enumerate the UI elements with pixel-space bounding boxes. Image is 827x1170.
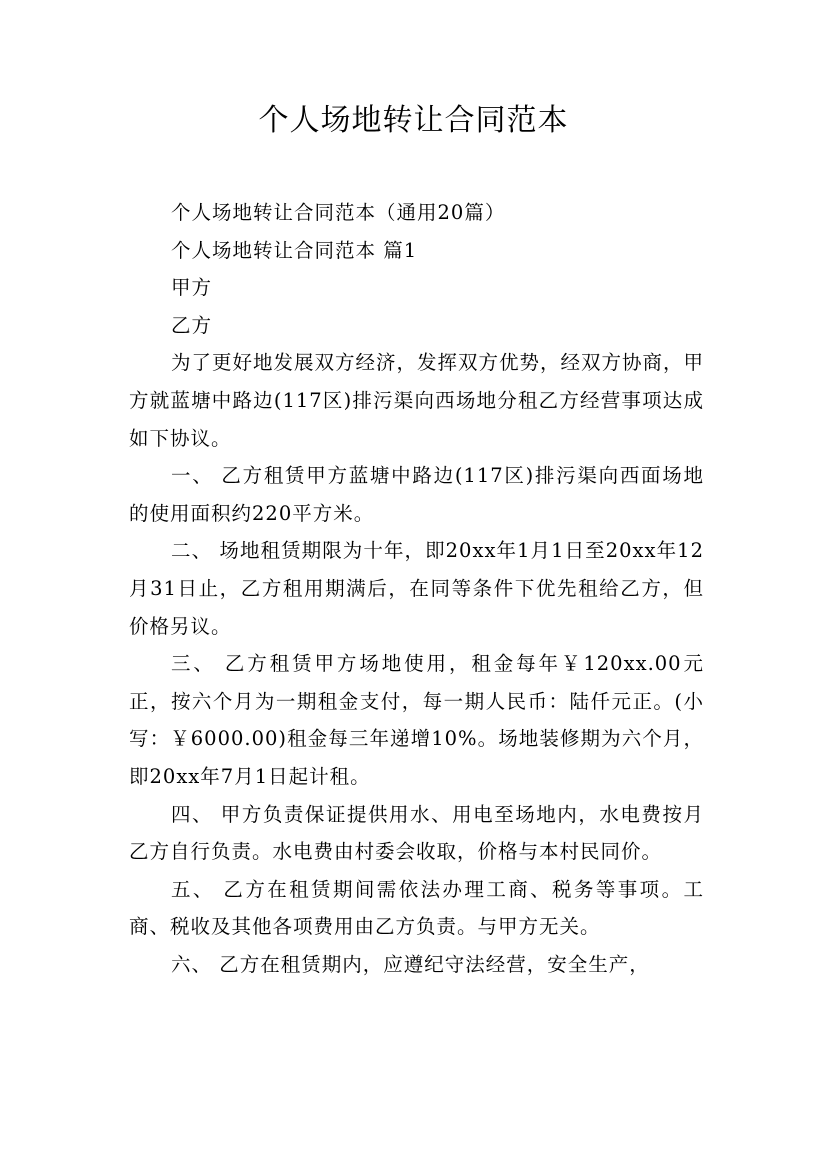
- document-body: [129, 194, 704, 983]
- paragraph-clause-5: 五、 乙方在租赁期间需依法办理工商、税务等事项。工商、税收及其他各项费用由乙方负责。与甲方无关。: [129, 877, 704, 939]
- paragraph-party-a: 甲方: [171, 276, 213, 300]
- paragraph-clause-2: 二、 场地租赁期限为十年，即20xx年1月1日至20xx年12月31日止，乙方租用期满后，在同等条件下优先租给乙方，但价格另议。: [129, 539, 704, 638]
- paragraph-preamble: 为了更好地发展双方经济，发挥双方优势，经双方协商，甲方就蓝塘中路边(117区)排污渠向西场地分租乙方经营事项达成如下协议。: [129, 351, 705, 450]
- paragraph-section-heading: 个人场地转让合同范本 篇1: [171, 238, 418, 262]
- paragraph-clause-4: 四、 甲方负责保证提供用水、用电至场地内，水电费按月乙方自行负责。水电费由村委会收取，价格与本村民同价。: [129, 802, 704, 864]
- paragraph-subtitle: 个人场地转让合同范本（通用20篇）: [171, 201, 506, 224]
- paragraph-clause-3: 三、 乙方租赁甲方场地使用，租金每年￥120xx.00元正，按六个月为一期租金支付，每一期人民币：陆仟元正。(小写：￥6000.00)租金每三年递增10%。场地装修期为六个月，即20xx年7月1日起计租。: [129, 652, 704, 788]
- paragraph-clause-6: 六、 乙方在租赁期内，应遵纪守法经营，安全生产，: [171, 952, 650, 976]
- paragraph-clause-1: 一、 乙方租赁甲方蓝塘中路边(117区)排污渠向西面场地的使用面积约220平方米。: [129, 464, 704, 525]
- document-title: 个人场地转让合同范本: [258, 103, 569, 138]
- paragraph-party-b: 乙方: [171, 313, 213, 337]
